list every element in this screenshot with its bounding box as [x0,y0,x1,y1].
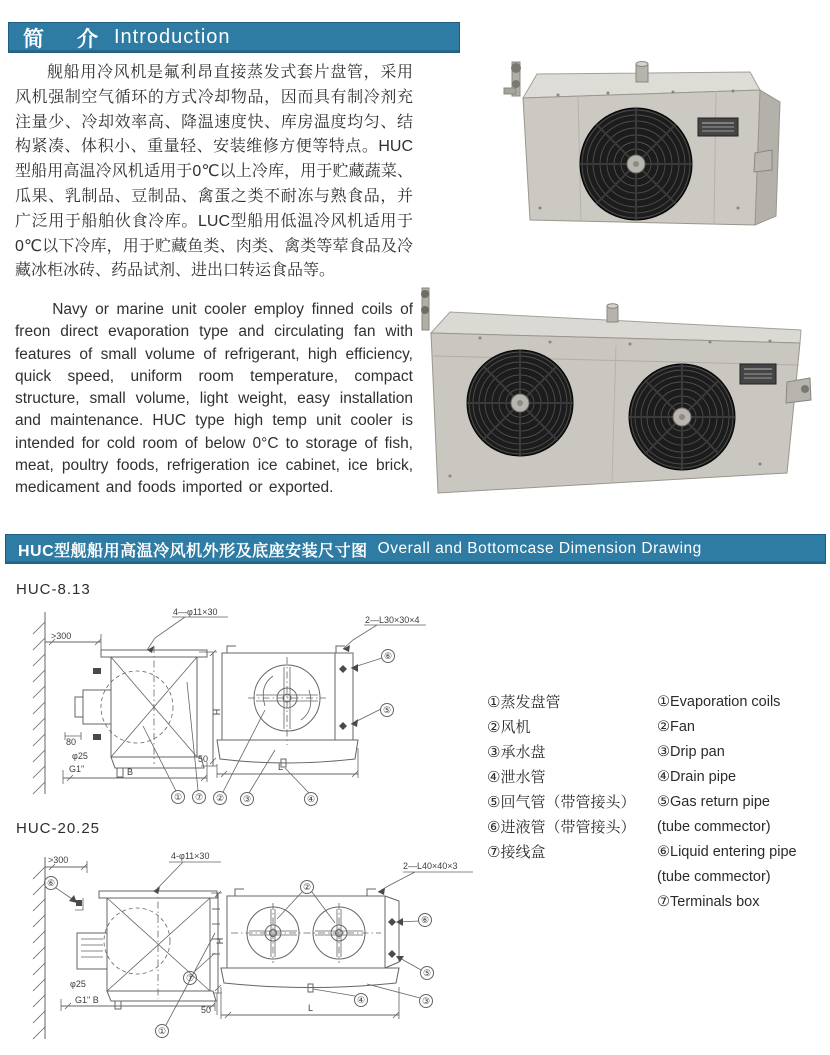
single-fan-cooler-illustration [488,58,822,258]
callout-4: ④ [356,995,366,1005]
dim-width-b: B [127,767,134,777]
model-label-huc-20-25: HUC-20.25 [16,820,101,837]
callout-2: ② [215,793,225,803]
dim-angle-steel: 2—L40×40×3 [403,861,458,871]
callout-1: ① [157,1026,167,1036]
legend-item-en: ③Drip pan [657,744,725,760]
legend-item-zh: ②风机 [487,719,531,736]
callout-7: ⑦ [194,792,204,802]
dim-50: 50 [198,754,209,764]
product-photo-two-fan-unit-cooler [420,286,826,522]
dim-thread: G1" [69,764,85,774]
dim-thread-width: G1" B [75,995,99,1005]
legend-item-zh: ③承水盘 [487,744,546,761]
nameplate [698,118,738,136]
callout-2: ② [302,882,312,892]
intro-paragraph-english: Navy or marine unit cooler employ finned coils of freon direct evaporation type and circulating fan with features of small volume of refrigerant, high efficiency, quick speed, uniform room temperature, compact structure, small volume, light weight, easy installation and maintenance. HUC type high temp unit cooler is intended for cold room of below 0°C to storage of fish, meat, poultry foods, refrigeration ice cabinet, ice brick, medicament and foods imported or exported. [15,301,413,497]
callout-3: ③ [242,794,252,804]
fan-guard [580,108,692,220]
callout-4: ④ [306,794,316,804]
legend-item-en: ④Drain pipe [657,769,737,785]
product-photo-single-fan-unit-cooler [488,58,822,258]
model-label-huc-8-13: HUC-8.13 [16,581,91,598]
callout-6: ⑥ [383,651,393,661]
intro-paragraph-chinese: 舰船用冷风机是氟利昂直接蒸发式套片盘管，采用风机强制空气循环的方式冷却物品，因而具有制冷剂充注量少、冷却效率高、降温速度快、库房温度均匀、结构紧凑、体积小、重量轻、安装维修方便等特点。HUC型船用高温冷风机适用于0℃以上冷库，用于贮藏蔬菜、瓜果、乳制品、豆制品、禽蛋之类不耐冻与熟食品，并广泛用于船舶伙食冷库。LUC型船用低温冷风机适用于0℃以下冷库，用于贮藏鱼类、肉类、禽类等荤食品及冷藏冰柜冰砖、药品试剂、进出口转运食品等。 [15,64,413,280]
dim-length-l: L [308,1003,314,1013]
dim-length-l: L [278,762,284,772]
dim-wall-distance: >300 [48,855,69,865]
callout-5: ⑤ [382,705,392,715]
dim-50: 50 [201,1005,212,1015]
legend-item-en: ⑦Terminals box [657,894,760,910]
legend-item-zh: ④泄水管 [487,769,546,786]
dim-drain-diameter: φ25 [72,751,88,761]
fan-guard-right [629,364,735,470]
dim-mounting-holes: 4-φ11×30 [171,851,210,861]
intro-banner-title-zh: 简 介 [23,27,104,51]
intro-banner [8,22,460,53]
two-fan-cooler-illustration [420,286,826,522]
nameplate [740,364,776,384]
legend-item-zh: ⑥进液管（带管接头） [487,819,636,836]
legend-item-zh: ①蒸发盘管 [487,694,561,711]
callout-7: ⑦ [185,973,195,983]
parts-legend-english [657,690,830,915]
dimension-drawing-huc-20-25 [15,841,480,1053]
legend-item-zh: ⑦接线盒 [487,844,546,861]
dimension-drawing-huc-8-13 [15,598,475,826]
legend-item-en: ⑤Gas return pipe [657,794,770,810]
intro-banner-title-en: Introduction [114,26,231,48]
fan-guard-left [467,350,573,456]
callout-1: ① [173,792,183,802]
legend-item-en: ⑥Liquid entering pipe [657,844,797,860]
callout-3: ③ [421,996,431,1006]
callout-6: ⑥ [420,915,430,925]
section-banner-title-en: Overall and Bottomcase Dimension Drawing [377,540,702,557]
dim-angle-steel: 2—L30×30×4 [365,615,420,625]
dim-drain-diameter: φ25 [70,979,86,989]
callout-6: ⑥ [46,878,56,888]
dim-wall-distance: >300 [51,631,72,641]
section-banner-title-zh: HUC型舰船用高温冷风机外形及底座安装尺寸图 [18,542,368,560]
dim-height: H [215,937,225,945]
dim-height: H [212,708,222,716]
dim-mounting-holes: 4—φ11×30 [173,607,218,617]
legend-item-en: (tube commector) [657,819,771,835]
legend-item-zh: ⑤回气管（带管接头） [487,794,636,811]
parts-legend-chinese [487,690,659,865]
legend-item-en: ①Evaporation coils [657,694,781,710]
dim-80: 80 [66,737,77,747]
legend-item-en: ②Fan [657,719,695,735]
dimension-section-banner [5,534,826,564]
legend-item-en: (tube commector) [657,869,771,885]
callout-5: ⑤ [422,968,432,978]
